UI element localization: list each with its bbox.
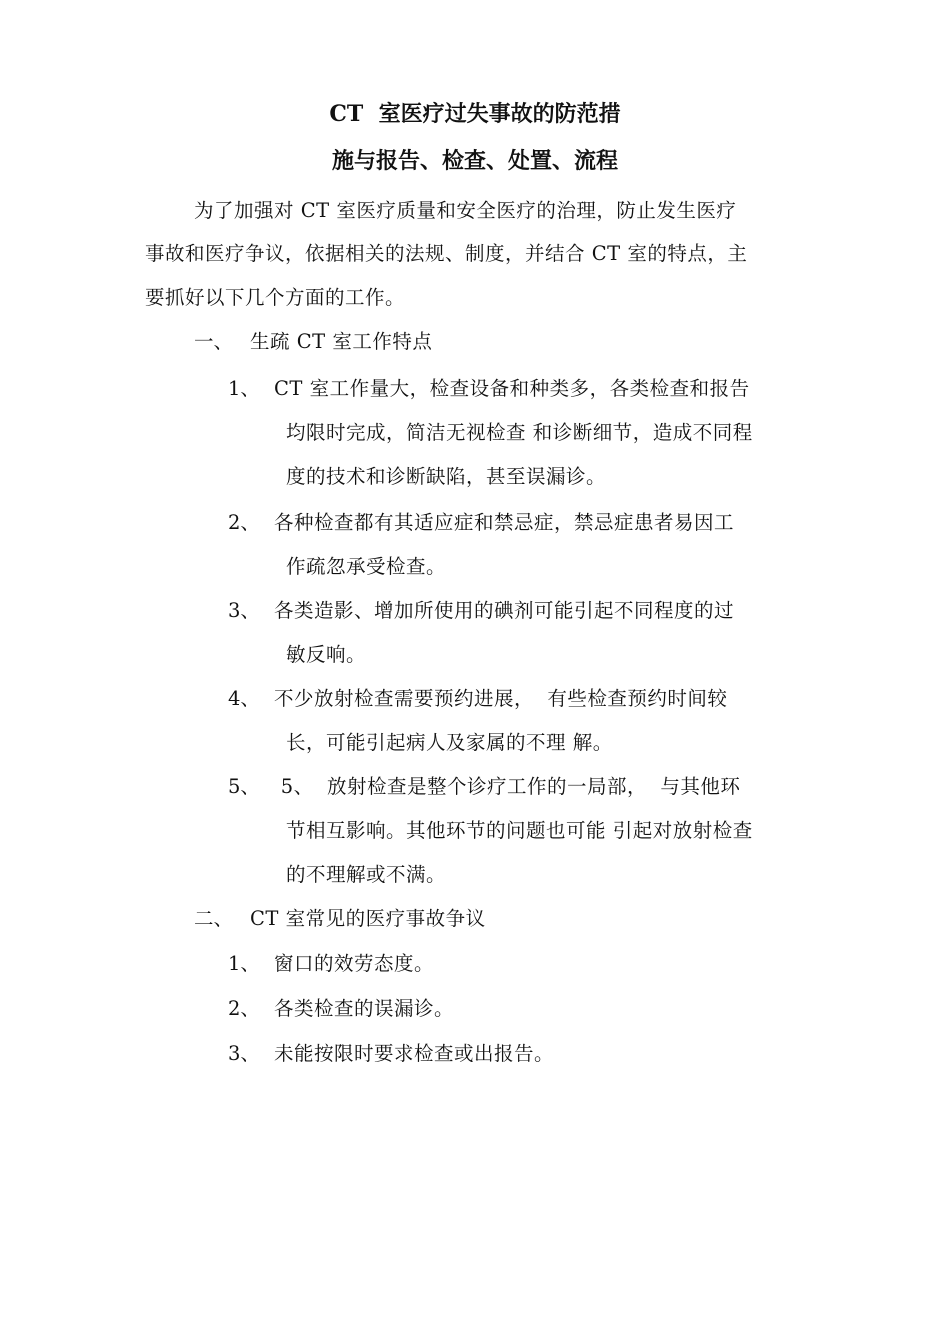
- s1-item3-line1: 各类造影、增加所使用的碘剂可能引起不同程度的过: [274, 599, 735, 622]
- s1-item1-line2: 均限时完成，简洁无视检查 和诊断细节，造成不同程: [286, 421, 753, 444]
- s2-item3-number: 3、: [228, 1042, 260, 1065]
- intro-line-2: 事故和医疗争议，依据相关的法规、制度，并结合 CT 室的特点，主: [145, 242, 748, 265]
- document-title-line1: CT 室医疗过失事故的防范措: [329, 101, 621, 127]
- s1-item2-number: 2、: [228, 511, 260, 534]
- section1-heading: 生疏 CT 室工作特点: [250, 330, 433, 353]
- s1-item4-line1: 不少放射检查需要预约进展， 有些检查预约时间较: [274, 687, 728, 710]
- s1-item3-number: 3、: [228, 599, 260, 622]
- document-title-line2: 施与报告、检查、处置、流程: [331, 148, 618, 174]
- s2-item3-text: 未能按限时要求检查或出报告。: [274, 1042, 555, 1065]
- s1-item1-line1: CT 室工作量大，检查设备和种类多，各类检查和报告: [274, 377, 750, 400]
- intro-line-3: 要抓好以下几个方面的工作。: [145, 286, 406, 309]
- intro-line-1: 为了加强对 CT 室医疗质量和安全医疗的治理，防止发生医疗: [194, 199, 737, 222]
- section1-number: 一、: [194, 330, 234, 353]
- s1-item5-line3: 的不理解或不满。: [286, 863, 447, 886]
- s1-item2-line2: 作疏忽承受检查。: [286, 555, 447, 578]
- section2-number: 二、: [194, 907, 234, 930]
- s2-item1-number: 1、: [228, 952, 260, 975]
- s1-item5-line1: 5、 放射检查是整个诊疗工作的一局部， 与其他环: [274, 775, 741, 798]
- s1-item1-line3: 度的技术和诊断缺陷，甚至误漏诊。: [286, 465, 607, 488]
- s1-item5-number: 5、: [228, 775, 260, 798]
- s1-item1-number: 1、: [228, 377, 260, 400]
- s2-item2-text: 各类检查的误漏诊。: [274, 997, 455, 1020]
- section2-heading: CT 室常见的医疗事故争议: [250, 907, 486, 930]
- s1-item2-line1: 各种检查都有其适应症和禁忌症，禁忌症患者易因工: [274, 511, 735, 534]
- s1-item4-number: 4、: [228, 687, 260, 710]
- s2-item1-text: 窗口的效劳态度。: [274, 952, 435, 975]
- s1-item4-line2: 长，可能引起病人及家属的不理 解。: [286, 731, 613, 754]
- s1-item5-line2: 节相互影响。其他环节的问题也可能 引起对放射检查: [286, 819, 753, 842]
- s1-item3-line2: 敏反响。: [286, 643, 367, 666]
- s2-item2-number: 2、: [228, 997, 260, 1020]
